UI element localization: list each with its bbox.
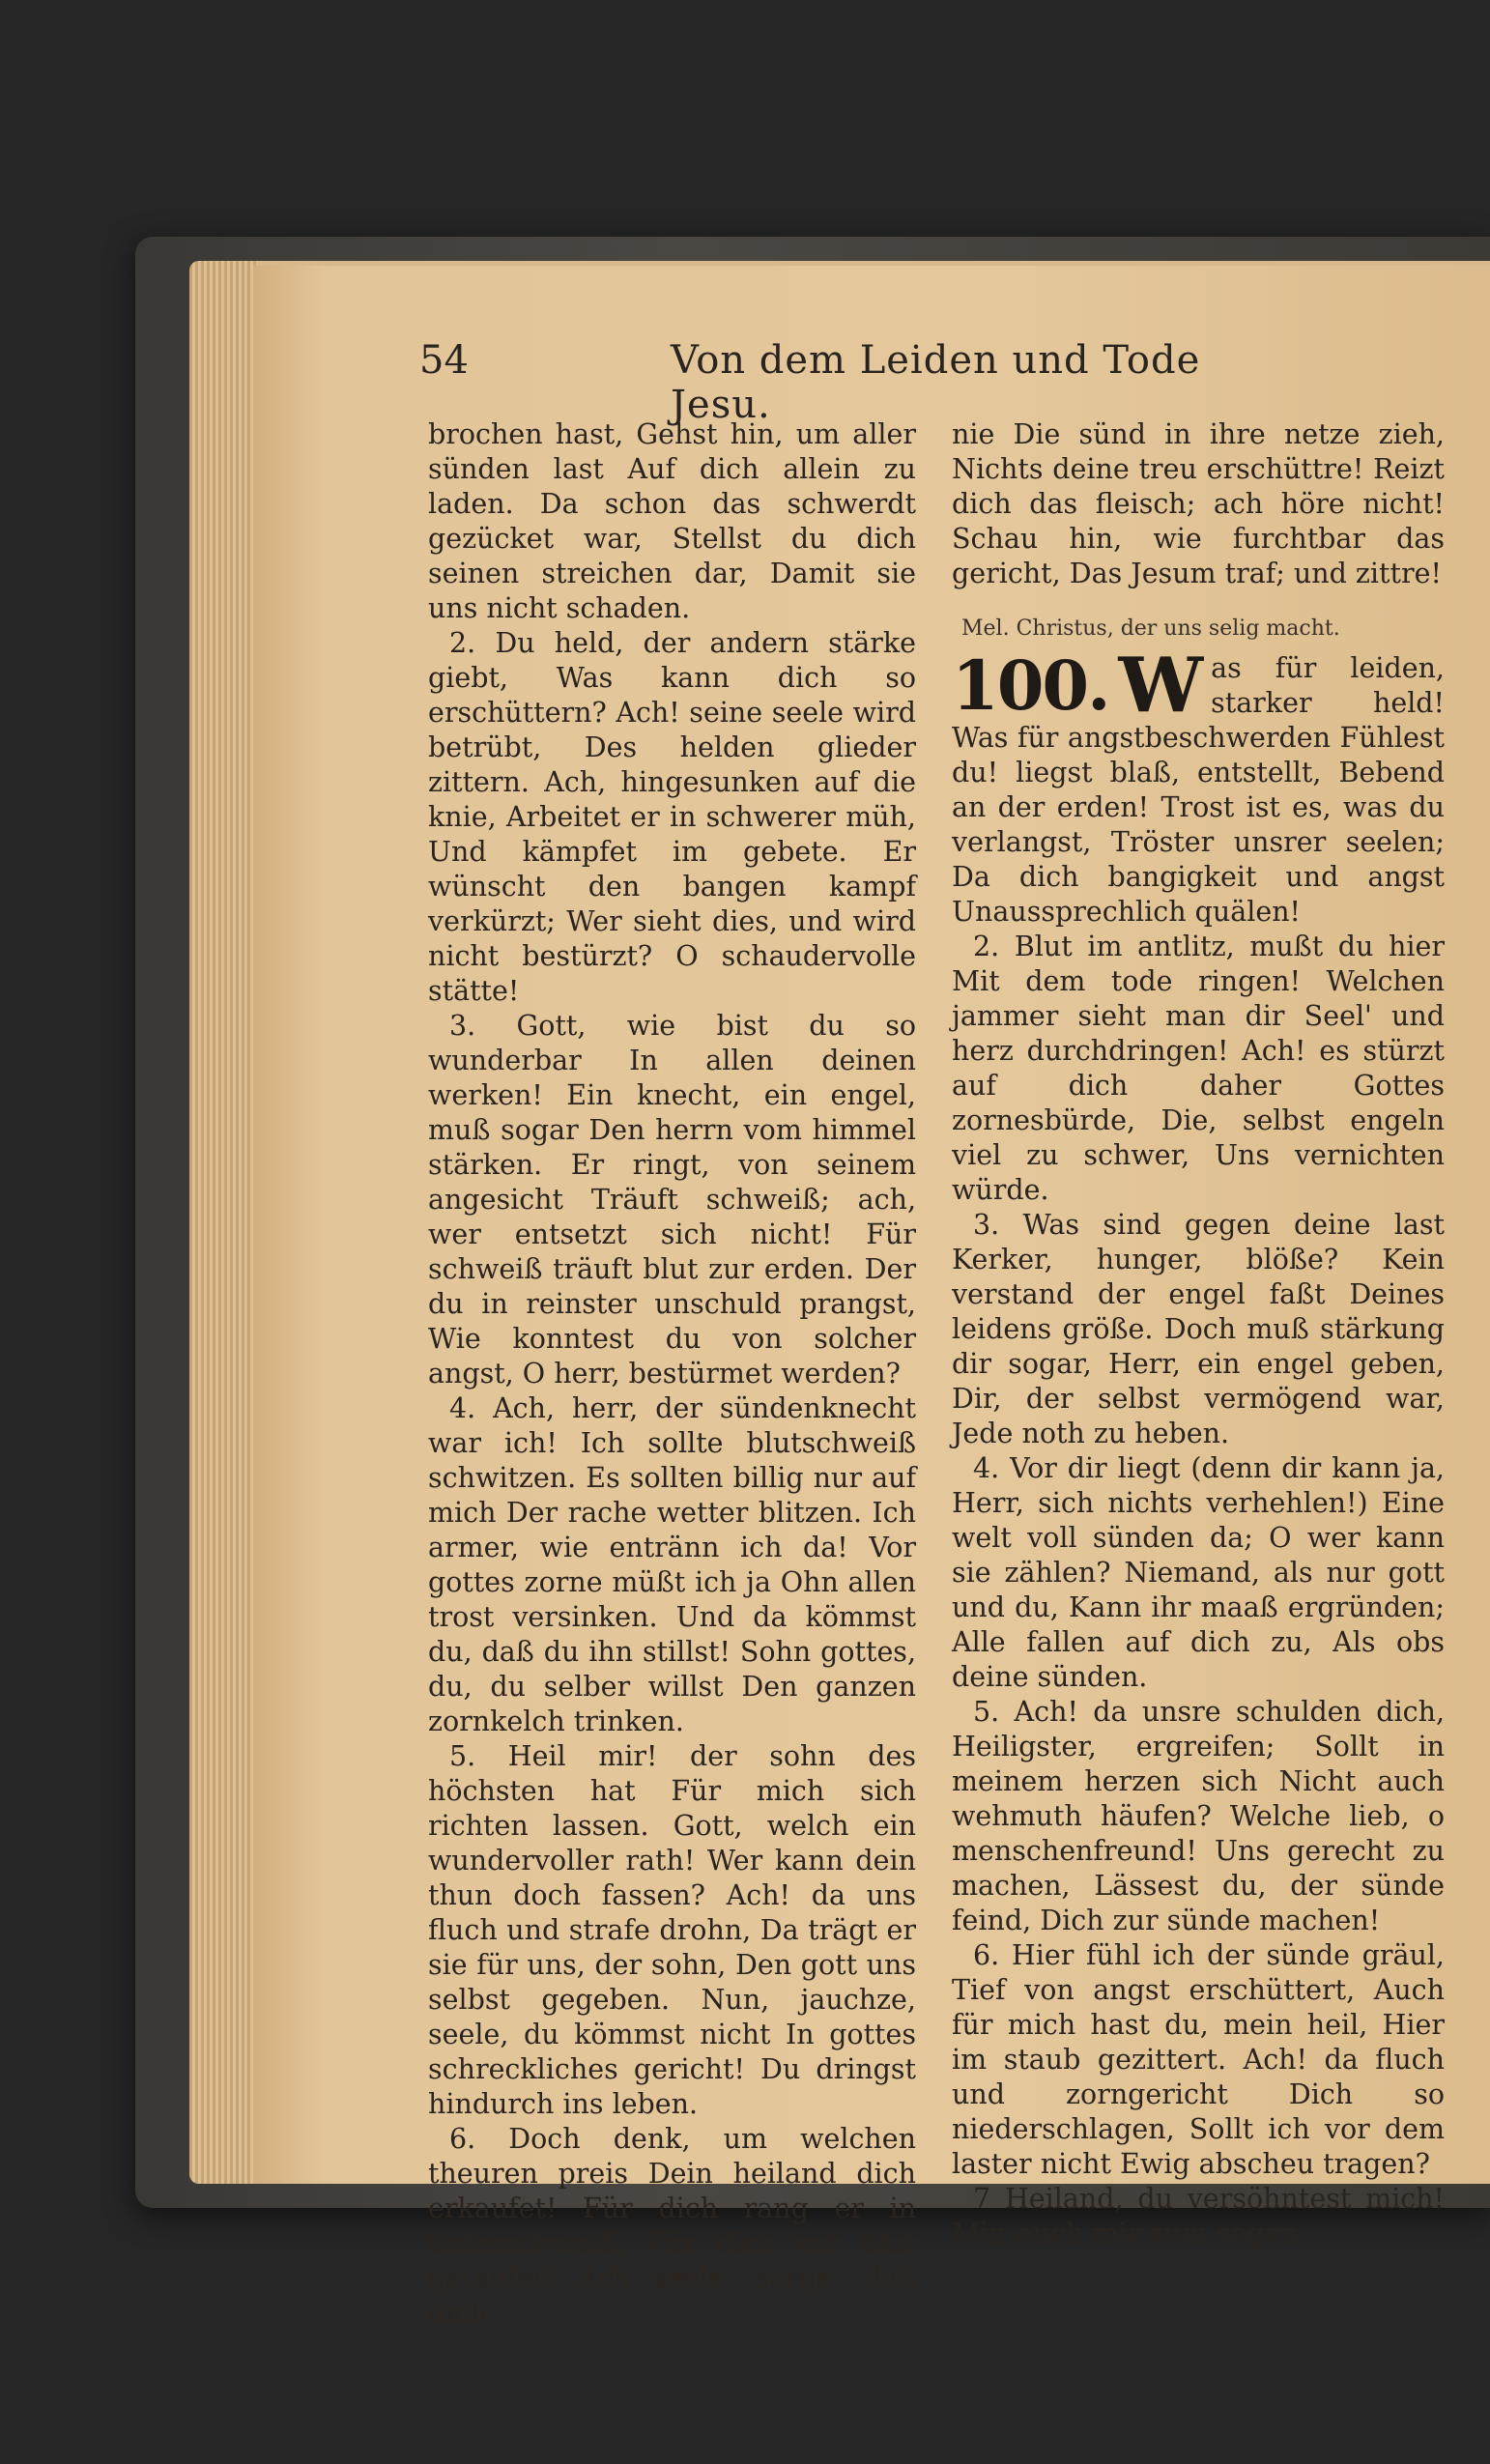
hymn-first-verse: as für leiden, starker held! Was für angstbeschwerden Fühlest du! liegst blaß, entstellt, Bebend an der erden! Trost ist es, was du verlangst, Tröster unsrer seelen; Da dich bangigkeit und angst Unaussprechlich quälen! [952, 652, 1445, 928]
verse-paragraph: 3. Was sind gegen deine last Kerker, hunger, blöße? Kein verstand der engel faßt Deines leidens größe. Doch muß stärkung dir sogar, Herr, ein engel geben, Dir, der selbst vermögend war, Jede noth zu heben. [952, 1209, 1445, 1449]
drop-cap: W [1118, 642, 1204, 730]
hymn-number: 100. [952, 645, 1109, 726]
verse-paragraph: brochen hast, Gehst hin, um aller sünden last Auf dich allein zu laden. Da schon das schwerdt gezücket war, Stellst du dich seinen streichen dar, Damit sie uns nicht schaden. [428, 418, 916, 624]
melody-line: Mel. Christus, der uns selig macht. [961, 616, 1340, 641]
verse-paragraph: 2. Du held, der andern stärke giebt, Was kann dich so erschüttern? Ach! seine seele wird betrübt, Des helden glieder zittern. Ach, hingesunken auf die knie, Arbeitet er in schwerer müh, Und kämpfet im gebete. Er wünscht den bangen kampf verkürzt; Wer sieht dies, und wird nicht bestürzt? O schaudervolle stätte! [428, 627, 916, 1007]
page-number: 54 [419, 338, 469, 383]
verse-paragraph: 5. Heil mir! der sohn des höchsten hat Für mich sich richten lassen. Gott, welch ein wundervoller rath! Wer kann dein thun doch fassen? Ach! da uns fluch und strafe drohn, Da trägt er sie für uns, der sohn, Den gott uns selbst gegeben. Nun, jauchze, seele, du kömmst nicht In gottes schreckliches gericht! Du dringst hindurch ins leben. [428, 1740, 916, 2120]
verse-paragraph: 5. Ach! da unsre schulden dich, Heiligster, ergreifen; Sollt in meinem herzen sich Nicht auch wehmuth häufen? Welche lieb, o menschenfreund! Uns gerecht zu machen, Lässest du, der sünde feind, Dich zur sünde machen! [952, 1696, 1445, 1936]
page-edge [189, 261, 257, 2184]
verse-paragraph: 2. Blut im antlitz, mußt du hier Mit dem tode ringen! Welchen jammer sieht man dir Seel' und herz durchdringen! Ach! es stürzt auf dich daher Gottes zornesbürde, Die, selbst engeln viel zu schwer, Uns vernichten würde. [952, 931, 1445, 1206]
verse-paragraph: 4. Vor dir liegt (denn dir kann ja, Herr, sich nichts verhehlen!) Eine welt voll sünden da; O wer kann sie zählen? Niemand, als nur gott und du, Kann ihr maaß ergründen; Alle fallen auf dich zu, Als obs deine sünden. [952, 1452, 1445, 1693]
running-head [419, 338, 1212, 427]
verse-paragraph: 7 Heiland, du versöhntest mich! Mir, auch mir zum segen [952, 2183, 1445, 2249]
verse-paragraph: 6. Doch denk, um welchen theuren preis Dein heiland dich erkaufet! Für dich rang er in todesschweiß, Für dich mit blut getaufet! Ach seele, sorge, daß dich [428, 2123, 916, 2329]
verse-paragraph: 4. Ach, herr, der sündenknecht war ich! Ich sollte blutschweiß schwitzen. Es sollten billig nur auf mich Der rache wetter blitzen. Ich armer, wie entränn ich da! Vor gottes zorne müßt ich ja Ohn allen trost versinken. Und da kömmst du, daß du ihn stillst! Sohn gottes, du, du selber willst Den ganzen zornkelch trinken. [428, 1392, 916, 1737]
verse-paragraph: 6. Hier fühl ich der sünde gräul, Tief von angst erschüttert, Auch für mich hast du, mein heil, Hier im staub gezittert. Ach! da fluch und zorngericht Dich so niederschlagen, Sollt ich vor dem laster nicht Ewig abscheu tragen? [952, 1939, 1445, 2180]
page-title: Von dem Leiden und Tode Jesu. [671, 338, 1201, 427]
right-column [952, 417, 1445, 2251]
verse-continuation: nie Die sünd in ihre netze zieh, Nichts deine treu erschüttre! Reizt dich das fleisch; ach höre nicht! Schau hin, wie furchtbar das gericht, Das Jesum traf; und zittre! [952, 418, 1445, 589]
hymn-start [952, 642, 1445, 930]
verse-paragraph: 3. Gott, wie bist du so wunderbar In allen deinen werken! Ein knecht, ein engel, muß sogar Den herrn vom himmel stärken. Er ringt, von seinem angesicht Träuft schweiß; ach, wer entsetzt sich nicht! Für schweiß träuft blut zur erden. Der du in reinster unschuld prangst, Wie konntest du von solcher angst, O herr, bestürmet werden? [428, 1010, 916, 1390]
left-column [428, 417, 916, 2331]
